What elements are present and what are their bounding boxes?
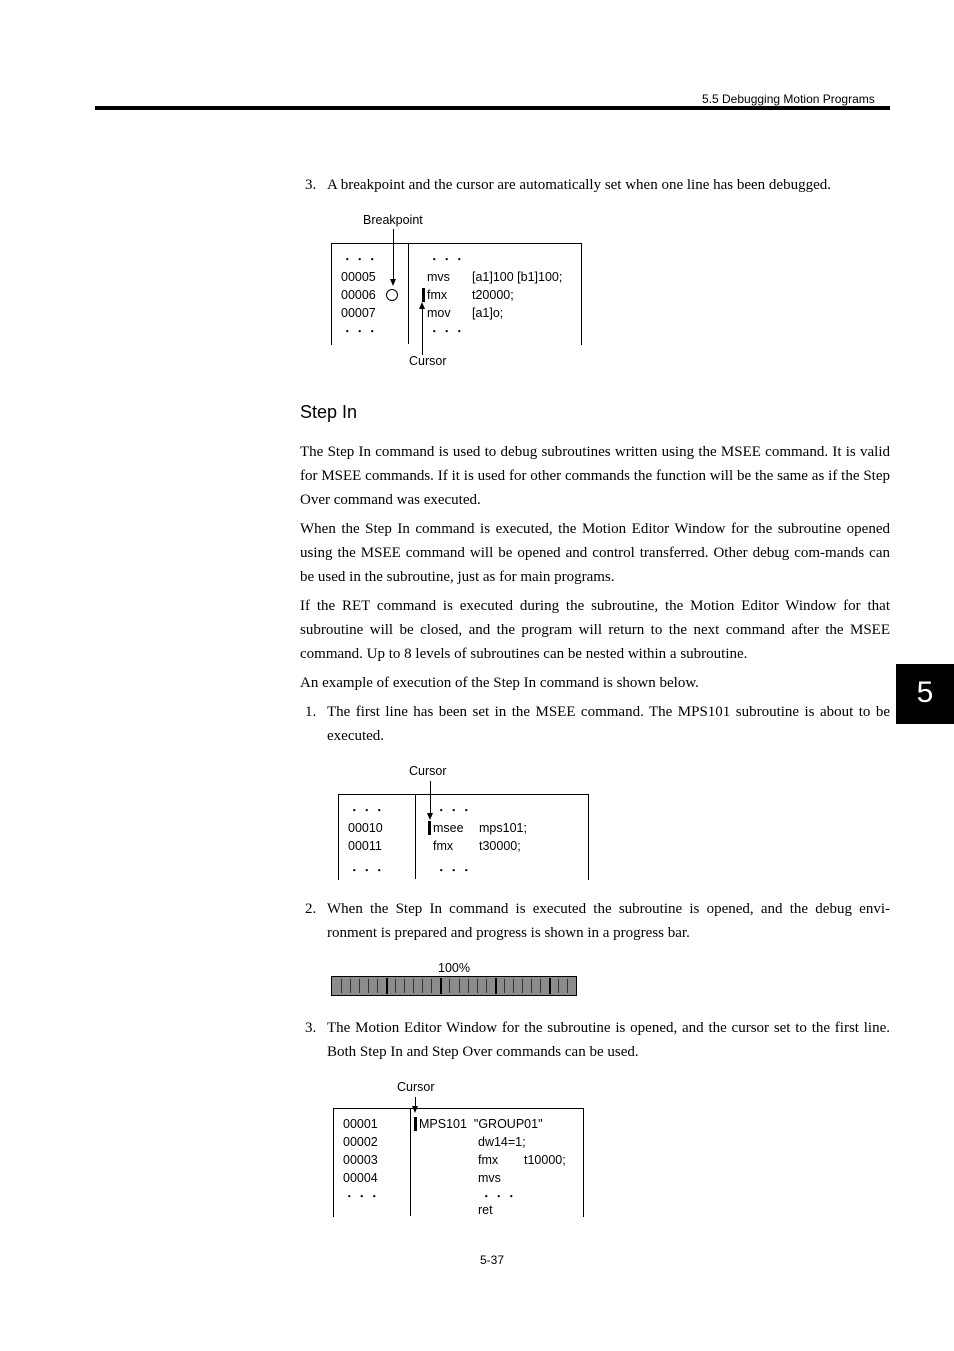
header-rule <box>95 106 890 110</box>
column-divider <box>408 243 409 344</box>
paragraph: An example of execution of the Step In command is shown below. <box>300 675 699 691</box>
text-cursor-icon <box>422 288 425 302</box>
step-number: 3. <box>305 177 317 193</box>
line-number: 00002 <box>343 1135 378 1149</box>
progress-segment-divider <box>377 979 378 993</box>
progress-segment-divider <box>459 979 460 993</box>
ellipsis: ・・・ <box>428 325 466 339</box>
line-number: 00007 <box>341 306 376 320</box>
code-command: fmx <box>427 288 448 302</box>
line-number: 00010 <box>348 821 383 835</box>
progress-bar <box>331 976 577 996</box>
cursor-label: Cursor <box>397 1080 435 1094</box>
progress-segment-divider <box>368 979 369 993</box>
paragraph: When the Step In command is executed, the Motion Editor Window for the subroutine opened using the MSEE command will be opened and control transferred. Other debug com-mands can be used in the subroutine, just as for main programs. <box>300 521 890 585</box>
paragraph: If the RET command is executed during the subroutine, the Motion Editor Window for that subroutine will be closed, and the program will return to the next command after the MSEE command. Up to 8 levels of subroutines can be nested within a subroutine. <box>300 598 890 662</box>
progress-segment-divider <box>513 979 514 993</box>
code-argument: t30000; <box>479 839 521 853</box>
line-number: 00005 <box>341 270 376 284</box>
cursor-pointer-line <box>422 308 423 355</box>
progress-segment-divider <box>350 979 351 993</box>
ellipsis: ・・・ <box>435 864 473 878</box>
progress-label: 100% <box>438 961 470 975</box>
cursor-label: Cursor <box>409 764 447 778</box>
step-text: The Motion Editor Window for the subroutine is opened, and the cursor set to the first line. Both Step In and Step Over commands can be used. <box>327 1020 890 1060</box>
line-number: 00004 <box>343 1171 378 1185</box>
code-command: fmx <box>433 839 454 853</box>
ellipsis: ・・・ <box>343 1190 381 1204</box>
progress-segment-divider <box>422 979 423 993</box>
code-line: ret <box>478 1203 493 1217</box>
code-argument: [a1]o; <box>472 306 504 320</box>
page-number: 5-37 <box>480 1253 505 1267</box>
ellipsis: ・・・ <box>435 804 473 818</box>
progress-segment-divider <box>431 979 432 993</box>
progress-segment-divider <box>404 979 405 993</box>
line-number: 00001 <box>343 1117 378 1131</box>
progress-segment-divider <box>386 978 388 994</box>
step-number: 1. <box>305 704 317 720</box>
line-number: 00006 <box>341 288 376 302</box>
progress-segment-divider <box>413 979 414 993</box>
step-number: 2. <box>305 901 317 917</box>
progress-segment-divider <box>395 979 396 993</box>
step-text: The first line has been set in the MSEE command. The MPS101 subroutine is about to be executed. <box>327 704 890 744</box>
code-command: msee <box>433 821 464 835</box>
progress-segment-divider <box>504 979 505 993</box>
ellipsis: ・・・ <box>348 804 386 818</box>
progress-segment-divider <box>558 979 559 993</box>
cursor-label: Cursor <box>409 354 447 368</box>
text-cursor-icon <box>428 821 431 835</box>
code-command: mvs <box>427 270 450 284</box>
breakpoint-marker-icon <box>386 289 398 301</box>
line-number: 00011 <box>348 839 382 853</box>
progress-segment-divider <box>449 979 450 993</box>
chapter-tab: 5 <box>896 664 954 724</box>
breakpoint-label: Breakpoint <box>363 213 423 227</box>
section-heading: Step In <box>300 402 358 422</box>
code-line: dw14=1; <box>478 1135 526 1149</box>
step-text: When the Step In command is executed the subroutine is opened, and the debug envi-ronment is prepared and progress is shown in a progress bar. <box>327 901 890 941</box>
progress-segment-divider <box>477 979 478 993</box>
code-command: fmx <box>478 1153 499 1167</box>
ellipsis: ・・・ <box>341 325 379 339</box>
progress-segment-divider <box>567 979 568 993</box>
progress-segment-divider <box>495 978 497 994</box>
code-argument: t20000; <box>472 288 514 302</box>
column-divider <box>410 1108 411 1216</box>
line-number: 00003 <box>343 1153 378 1167</box>
progress-segment-divider <box>468 979 469 993</box>
code-argument: t10000; <box>524 1153 566 1167</box>
code-argument: mps101; <box>479 821 527 835</box>
step-number: 3. <box>305 1020 317 1036</box>
progress-segment-divider <box>341 979 342 993</box>
progress-segment-divider <box>531 979 532 993</box>
ellipsis: ・・・ <box>480 1190 518 1204</box>
progress-segment-divider <box>440 978 442 994</box>
progress-segment-divider <box>486 979 487 993</box>
running-header: 5.5 Debugging Motion Programs <box>702 92 875 106</box>
step-text: A breakpoint and the cursor are automatically set when one line has been debugged. <box>327 177 831 193</box>
code-line: MPS101 "GROUP01" <box>419 1117 543 1131</box>
code-argument: [a1]100 [b1]100; <box>472 270 563 284</box>
text-cursor-icon <box>414 1117 417 1131</box>
progress-segment-divider <box>549 978 551 994</box>
code-line: mvs <box>478 1171 501 1185</box>
progress-segment-divider <box>540 979 541 993</box>
code-command: mov <box>427 306 451 320</box>
progress-segment-divider <box>522 979 523 993</box>
progress-segment-divider <box>359 979 360 993</box>
column-divider <box>415 794 416 879</box>
ellipsis: ・・・ <box>428 253 466 267</box>
paragraph: The Step In command is used to debug subroutines written using the MSEE command. It is valid for MSEE commands. If it is used for other commands the function will be the same as if the Step Over command was executed. <box>300 444 890 508</box>
ellipsis: ・・・ <box>348 864 386 878</box>
ellipsis: ・・・ <box>341 253 379 267</box>
